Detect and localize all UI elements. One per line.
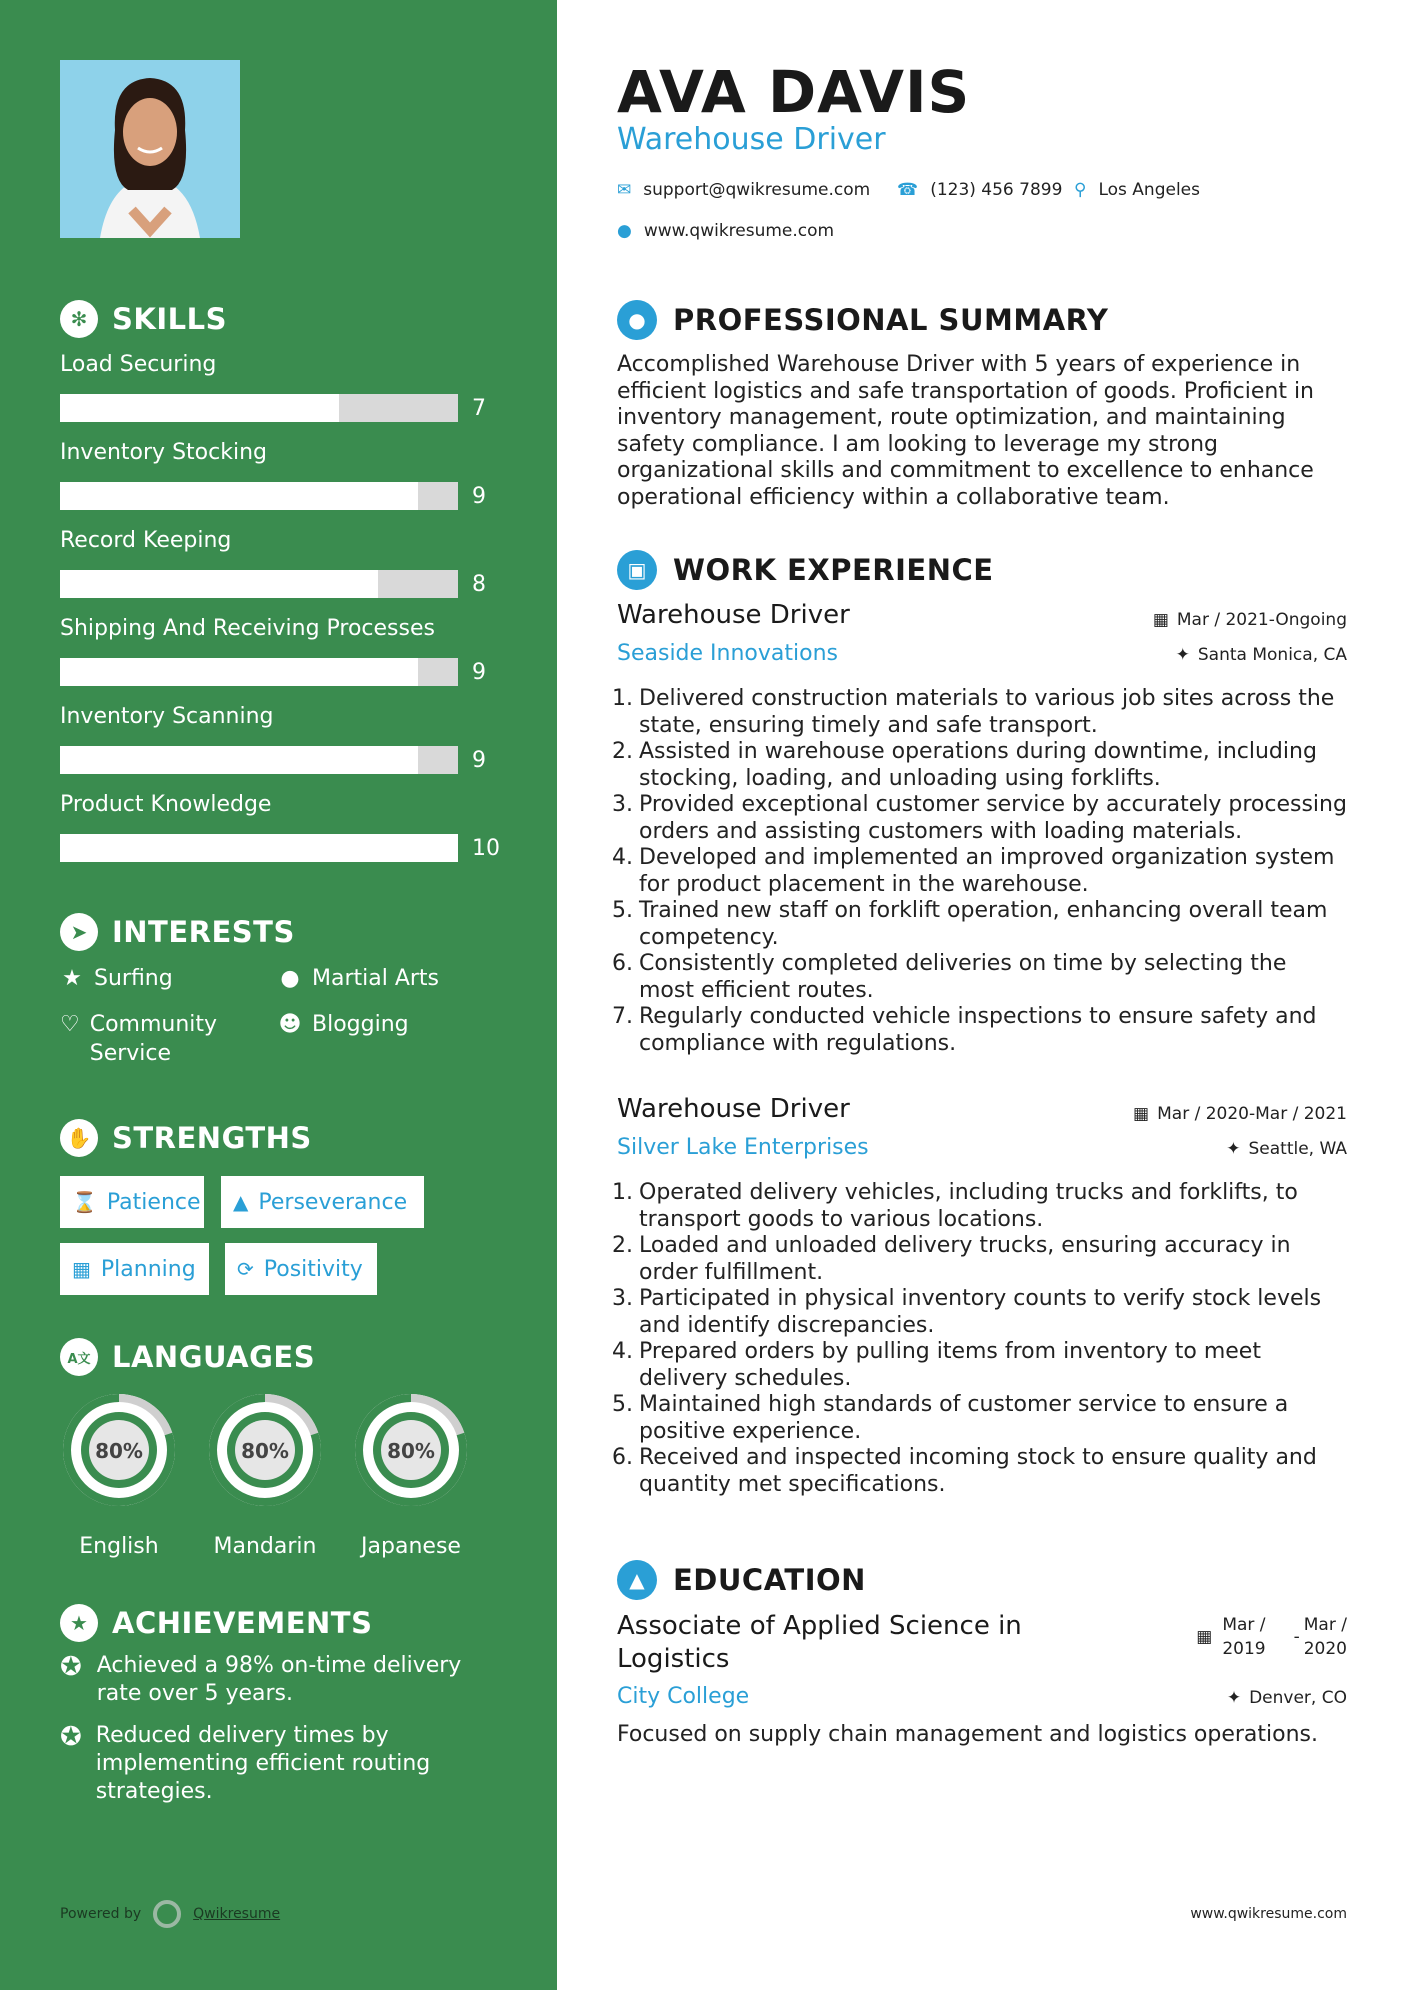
language-name: English xyxy=(79,1534,159,1559)
duty-text: Assisted in warehouse operations during downtime, including stocking, loading, and unloading using forklifts. xyxy=(639,739,1317,791)
job-title: Warehouse Driver xyxy=(617,600,850,630)
strength-label: Positivity xyxy=(263,1256,363,1282)
education-title: EDUCATION xyxy=(673,1563,866,1597)
skills-header xyxy=(60,300,227,338)
job-title: Warehouse Driver xyxy=(617,1094,850,1124)
phone-text[interactable]: (123) 456 7899 xyxy=(930,180,1063,200)
powered-by-label: Powered by xyxy=(60,1906,142,1922)
date-part: 2020 xyxy=(1303,1639,1347,1659)
duty-text: Maintained high standards of customer service to ensure a positive experience. xyxy=(639,1392,1289,1444)
star-icon: ★ xyxy=(62,966,82,991)
skill-item xyxy=(60,792,520,861)
phone-icon: ☎ xyxy=(897,180,919,200)
job-duties-list xyxy=(612,686,1347,1057)
list-item: 2. Loaded and unloaded delivery trucks, ensuring accuracy in order fulfillment. xyxy=(617,1233,1347,1286)
strength-chip xyxy=(221,1176,424,1228)
skill-bar xyxy=(60,394,458,422)
experience-header xyxy=(617,550,994,590)
education-dates xyxy=(1196,1613,1347,1661)
contact-website xyxy=(617,221,834,241)
summary-text: Accomplished Warehouse Driver with 5 years of experience in efficient logistics and safe transportation of goods. Proficient in inventory management, route optimization, and maintaining safety compliance. I am looking to leverage my strong organizational skills and commitment to excellence to enhance operational efficiency within a collaborative team. xyxy=(617,352,1314,510)
globe-icon: ● xyxy=(617,221,632,241)
pin-icon: ✦ xyxy=(1175,645,1190,665)
edu-end-date xyxy=(1304,1613,1347,1661)
interest-item xyxy=(278,1010,409,1039)
globe-icon: ● xyxy=(280,966,300,991)
interest-label: Blogging xyxy=(312,1012,409,1037)
duty-text: Loaded and unloaded delivery trucks, ensuring accuracy in order fulfillment. xyxy=(639,1233,1291,1285)
list-item: 4. Developed and implemented an improved organization system for product placement in the warehouse. xyxy=(617,845,1347,898)
job-dates xyxy=(1153,610,1347,630)
duty-text: Developed and implemented an improved organization system for product placement in the warehouse. xyxy=(639,845,1335,897)
skill-bar-fill xyxy=(60,834,458,862)
list-item: 5. Maintained high standards of customer service to ensure a positive experience. xyxy=(617,1392,1347,1445)
skill-name: Inventory Scanning xyxy=(60,704,274,729)
skill-item xyxy=(60,440,520,509)
strength-chip xyxy=(60,1243,209,1295)
list-item: 3. Participated in physical inventory counts to verify stock levels and identify discrepancies. xyxy=(617,1286,1347,1339)
summary-header xyxy=(617,300,1108,340)
degree-title xyxy=(617,1610,1037,1676)
strength-label: Perseverance xyxy=(258,1189,408,1215)
main-content xyxy=(612,0,1347,1990)
skill-item xyxy=(60,616,520,685)
skill-score: 7 xyxy=(472,396,486,421)
language-item xyxy=(57,1388,181,1559)
school-name: City College xyxy=(617,1684,750,1709)
circle-notch-icon: ⟳ xyxy=(237,1257,254,1281)
interests-header xyxy=(60,913,295,951)
duty-text: Participated in physical inventory counts to verify stock levels and identify discrepancies. xyxy=(639,1286,1322,1338)
list-item: 6. Consistently completed deliveries on time by selecting the most efficient routes. xyxy=(617,951,1347,1004)
language-item xyxy=(349,1388,473,1559)
job-company: Seaside Innovations xyxy=(617,641,838,666)
shooting-star-icon: ✪ xyxy=(60,1722,82,1752)
language-item xyxy=(203,1388,327,1559)
achievements-title: ACHIEVEMENTS xyxy=(112,1606,373,1640)
degree-line: Associate of Applied Science in xyxy=(617,1611,1022,1641)
skill-bar-fill xyxy=(60,658,418,686)
road-icon: ▲ xyxy=(233,1190,249,1214)
achievements-header xyxy=(60,1604,372,1642)
list-item: 4. Prepared orders by pulling items from inventory to meet delivery schedules. xyxy=(617,1339,1347,1392)
interest-item xyxy=(278,964,439,993)
date-part: Mar / xyxy=(1222,1615,1266,1635)
calendar-icon: ▦ xyxy=(1196,1627,1213,1647)
duty-text: Prepared orders by pulling items from inventory to meet delivery schedules. xyxy=(639,1339,1261,1391)
skill-bar xyxy=(60,746,458,774)
skill-bar xyxy=(60,834,458,862)
interest-label: Community Service xyxy=(89,1012,218,1066)
pin-icon: ✦ xyxy=(1226,1139,1241,1159)
skills-title: SKILLS xyxy=(112,302,227,336)
people-icon: ☻ xyxy=(278,1012,302,1037)
strength-chip xyxy=(225,1243,377,1295)
skill-name: Shipping And Receiving Processes xyxy=(60,616,435,641)
graduation-cap-icon: ▲ xyxy=(617,1560,657,1600)
strengths-header xyxy=(60,1119,312,1157)
achievement-item xyxy=(60,1722,500,1806)
date-part: Mar / xyxy=(1303,1615,1347,1635)
language-name: Mandarin xyxy=(213,1534,317,1559)
strength-chip xyxy=(60,1176,204,1228)
job-dates-text: Mar / 2021-Ongoing xyxy=(1176,610,1347,630)
lightbulb-icon: ✻ xyxy=(60,300,98,338)
skill-item xyxy=(60,352,520,421)
school-location-text: Denver, CO xyxy=(1249,1688,1347,1708)
skill-item xyxy=(60,528,520,597)
education-header xyxy=(617,1560,866,1600)
website-text[interactable]: www.qwikresume.com xyxy=(643,221,835,241)
contact-phone xyxy=(897,180,1062,200)
star-badge-icon: ★ xyxy=(60,1604,98,1642)
contact-location xyxy=(1074,180,1200,200)
skill-bar-fill xyxy=(60,746,418,774)
summary-title: PROFESSIONAL SUMMARY xyxy=(673,303,1109,337)
skill-item xyxy=(60,704,520,773)
duty-text: Consistently completed deliveries on time by selecting the most efficient routes. xyxy=(639,951,1287,1003)
language-ring xyxy=(203,1388,327,1512)
interests-title: INTERESTS xyxy=(112,915,295,949)
duty-text: Delivered construction materials to various job sites across the state, ensuring timely and safe transport. xyxy=(639,686,1335,738)
map-marker-icon: ⚲ xyxy=(1074,180,1087,200)
duty-text: Trained new staff on forklift operation, enhancing overall team competency. xyxy=(639,898,1328,950)
degree-line: Logistics xyxy=(617,1644,730,1674)
skill-score: 8 xyxy=(472,572,486,597)
pin-icon: ✦ xyxy=(1226,1688,1242,1708)
calendar-icon: ▦ xyxy=(72,1257,91,1281)
skill-score: 9 xyxy=(472,748,486,773)
languages-title: LANGUAGES xyxy=(112,1340,316,1374)
interest-label: Surfing xyxy=(94,966,173,991)
skill-bar-fill xyxy=(60,570,378,598)
skill-bar-fill xyxy=(60,394,339,422)
location-text: Los Angeles xyxy=(1098,180,1200,200)
duty-text: Received and inspected incoming stock to ensure quality and quantity met specifications. xyxy=(639,1445,1317,1497)
job-location xyxy=(1226,1139,1347,1159)
date-separator: - xyxy=(1293,1627,1300,1647)
language-name: Japanese xyxy=(361,1534,461,1559)
achievement-item xyxy=(60,1652,500,1708)
skill-name: Product Knowledge xyxy=(60,792,272,817)
language-icon: A文 xyxy=(60,1338,98,1376)
edu-start-date xyxy=(1222,1613,1265,1661)
job-location xyxy=(1176,645,1347,665)
strengths-title: STRENGTHS xyxy=(112,1121,312,1155)
duty-text: Regularly conducted vehicle inspections to ensure safety and compliance with regulations. xyxy=(639,1004,1317,1056)
contact-email xyxy=(617,180,870,200)
briefcase-icon: ▣ xyxy=(617,550,657,590)
profile-photo xyxy=(60,60,240,238)
job-duties-list xyxy=(612,1180,1347,1498)
calendar-icon: ▦ xyxy=(1152,610,1169,630)
footer-url[interactable]: www.qwikresume.com xyxy=(1190,1906,1347,1922)
skill-score: 9 xyxy=(472,484,486,509)
list-item: 3. Provided exceptional customer service by accurately processing orders and assisting customers with loading materials. xyxy=(612,792,1347,844)
list-item: 5. Trained new staff on forklift operation, enhancing overall team competency. xyxy=(617,898,1347,951)
fist-icon: ✋ xyxy=(60,1119,98,1157)
user-icon: ● xyxy=(617,300,657,340)
candidate-name: AVA DAVIS xyxy=(617,58,971,126)
job-dates xyxy=(1133,1104,1347,1124)
powered-by-link[interactable]: Qwikresume xyxy=(193,1906,281,1922)
list-item: 7. Regularly conducted vehicle inspections to ensure safety and compliance with regulations. xyxy=(617,1004,1347,1057)
interest-item xyxy=(60,964,173,993)
skill-bar xyxy=(60,658,458,686)
shooting-star-icon: ✪ xyxy=(60,1652,82,1682)
language-ring xyxy=(57,1388,181,1512)
duty-text: Operated delivery vehicles, including trucks and forklifts, to transport goods to various locations. xyxy=(639,1180,1298,1232)
education-description: Focused on supply chain management and logistics operations. xyxy=(617,1722,1318,1747)
strength-label: Planning xyxy=(100,1256,196,1282)
school-location xyxy=(1227,1688,1347,1708)
language-percent: 80% xyxy=(241,1439,289,1463)
duty-text: Provided exceptional customer service by accurately processing orders and assisting customers with loading materials. xyxy=(639,792,1347,844)
email-text[interactable]: support@qwikresume.com xyxy=(643,180,871,200)
qwikresume-logo-icon xyxy=(153,1900,181,1928)
skill-score: 10 xyxy=(472,836,500,861)
interest-item xyxy=(60,1010,240,1068)
calendar-icon: ▦ xyxy=(1133,1104,1150,1124)
date-part: 2019 xyxy=(1222,1639,1266,1659)
language-percent: 80% xyxy=(95,1439,143,1463)
skill-name: Load Securing xyxy=(60,352,217,377)
strength-label: Patience xyxy=(106,1189,201,1215)
list-item: 1. Delivered construction materials to various job sites across the state, ensuring timely and safe transport. xyxy=(617,686,1347,739)
skill-name: Inventory Stocking xyxy=(60,440,267,465)
achievement-text: Reduced delivery times by implementing efficient routing strategies. xyxy=(95,1723,431,1804)
skill-bar xyxy=(60,570,458,598)
sidebar xyxy=(0,0,557,1990)
envelope-icon: ✉ xyxy=(617,180,632,200)
hourglass-icon: ⌛ xyxy=(72,1190,97,1214)
interest-label: Martial Arts xyxy=(312,966,440,991)
skill-score: 9 xyxy=(472,660,486,685)
job-location-text: Santa Monica, CA xyxy=(1197,645,1347,665)
list-item: 1. Operated delivery vehicles, including trucks and forklifts, to transport goods to various locations. xyxy=(617,1180,1347,1233)
job-location-text: Seattle, WA xyxy=(1248,1139,1347,1159)
hand-icon: ♡ xyxy=(60,1012,80,1037)
languages-header xyxy=(60,1338,315,1376)
job-dates-text: Mar / 2020-Mar / 2021 xyxy=(1157,1104,1347,1124)
skill-name: Record Keeping xyxy=(60,528,232,553)
list-item: 2. Assisted in warehouse operations during downtime, including stocking, loading, and unloading using forklifts. xyxy=(617,739,1347,792)
experience-title: WORK EXPERIENCE xyxy=(673,553,994,587)
skill-bar xyxy=(60,482,458,510)
list-item: 6. Received and inspected incoming stock to ensure quality and quantity met specifications. xyxy=(617,1445,1347,1498)
skill-bar-fill xyxy=(60,482,418,510)
language-percent: 80% xyxy=(387,1439,435,1463)
language-ring xyxy=(349,1388,473,1512)
candidate-title: Warehouse Driver xyxy=(617,122,886,157)
powered-by xyxy=(60,1900,280,1928)
job-company: Silver Lake Enterprises xyxy=(617,1135,869,1160)
paper-plane-icon: ➤ xyxy=(60,913,98,951)
achievement-text: Achieved a 98% on-time delivery rate over 5 years. xyxy=(96,1653,462,1706)
